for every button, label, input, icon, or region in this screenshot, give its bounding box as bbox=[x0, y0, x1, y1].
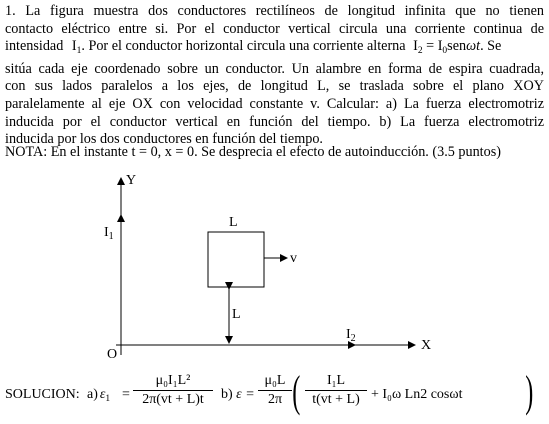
x-axis-label: X bbox=[421, 338, 432, 353]
problem-line-6: paralelamente al eje OX con velocidad constante v. Calcular: a) La fuerza electromotriz bbox=[5, 95, 544, 112]
problem-line-2: contacto eléctrico entre si. Por el conductor vertical circula una corriente continua de bbox=[5, 20, 544, 37]
part-b-numerator: μ₀L bbox=[258, 372, 292, 391]
problem-line-5: con sus lados paralelos a los ejes, de longitud L, se traslada sobre el plano XOY bbox=[5, 78, 544, 95]
solution bbox=[5, 367, 545, 420]
i2-formula: $I_2 = I_0sen\omega t$ bbox=[413, 38, 481, 57]
square-loop bbox=[208, 232, 264, 287]
part-a-fraction bbox=[133, 372, 213, 409]
part-b-label: b) ε = bbox=[221, 387, 255, 402]
problem-line-3: intensidad $I_1$. Por el conductor horizontal circula una corriente alterna $I_2 = I_0sen\omega t$. Se bbox=[5, 38, 502, 57]
part-b-inner-fraction bbox=[305, 372, 367, 409]
part-b-tail: + I₀ω Ln2 cosωt bbox=[371, 387, 463, 402]
square-side-label: L bbox=[229, 215, 238, 230]
part-a-equals: = bbox=[122, 387, 130, 402]
origin-label: O bbox=[107, 347, 118, 362]
right-paren: ) bbox=[525, 367, 534, 416]
velocity-label: v bbox=[290, 251, 297, 266]
i2-label: $I_2$ bbox=[346, 327, 356, 344]
problem-line-4: sitúa cada eje coordenado sobre un conductor. Un alambre en forma de espira cuadrada, bbox=[5, 60, 544, 77]
distance-label: L bbox=[232, 307, 241, 322]
part-b-fraction bbox=[258, 372, 292, 409]
left-paren: ( bbox=[292, 367, 301, 416]
part-a-label: a) $\varepsilon_1$ bbox=[87, 387, 111, 404]
problem-line-8: inducida por los dos conductores en función del tiempo. bbox=[5, 131, 323, 148]
problem-line-1: 1. La figura muestra dos conductores rectilíneos de longitud infinita que no tienen bbox=[5, 3, 544, 19]
y-axis-label: Y bbox=[126, 173, 137, 188]
part-b-denominator: 2π bbox=[267, 392, 283, 407]
part-a-numerator: μ₀I₁L² bbox=[133, 372, 213, 391]
part-b-inner-denominator: t(vt + L) bbox=[312, 392, 360, 407]
part-b-inner-numerator: I₁L bbox=[305, 372, 367, 391]
problem-line-7: inducida por el conductor vertical en función del tiempo. b) La fuerza electromotriz bbox=[5, 113, 544, 130]
part-a-denominator: 2π(vt + L)t bbox=[142, 392, 204, 407]
i1-label: $I_1$ bbox=[104, 225, 114, 242]
note-line: NOTA: En el instante t = 0, x = 0. Se desprecia el efecto de autoinducción. (3.5 puntos) bbox=[5, 144, 501, 160]
solution-label: SOLUCION: bbox=[5, 387, 80, 402]
